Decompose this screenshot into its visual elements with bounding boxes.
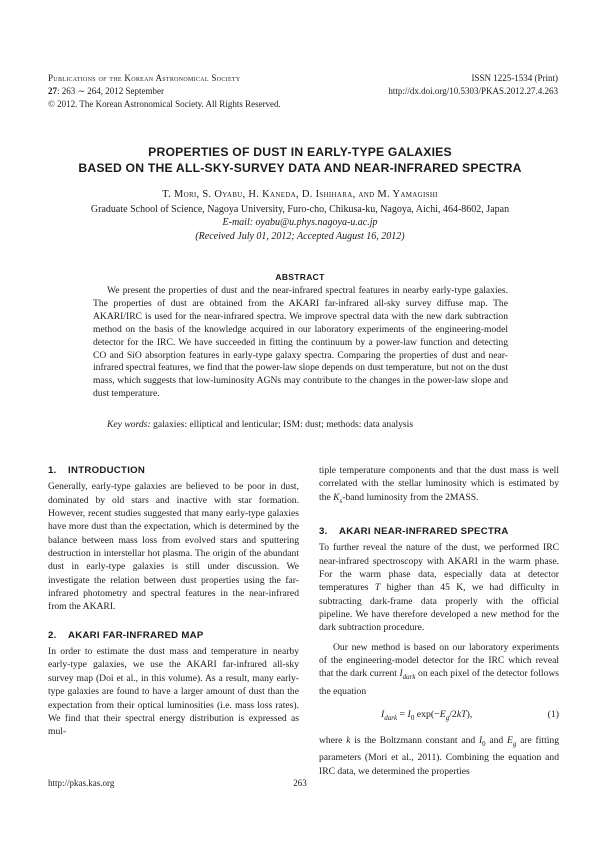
math-Eg-sub: g [512, 739, 517, 748]
eq-div: /2 [449, 708, 457, 720]
equation-number: (1) [547, 708, 559, 720]
eq-I0-sub: 0 [410, 713, 415, 722]
section-3-paragraph-2 [319, 641, 559, 698]
abstract-heading: ABSTRACT [275, 272, 325, 282]
doi-link[interactable]: http://dx.doi.org/10.5303/PKAS.2012.27.4.263 [388, 86, 558, 96]
section-2-paragraph-continued [319, 464, 559, 508]
section-3-title: AKARI NEAR-INFRARED SPECTRA [339, 525, 509, 537]
math-k: k [346, 734, 351, 746]
authors: T. Mori, S. Oyabu, H. Kaneda, D. Ishihara, and M. Yamagishi [162, 189, 438, 200]
pages-date: : 263 ∼ 264, 2012 September [57, 86, 165, 96]
paper-title-line-1: PROPERTIES OF DUST IN EARLY-TYPE GALAXIES [148, 145, 452, 159]
eq-kT: kT [456, 708, 467, 720]
text-run: Our new method is based on our laboratory experiments of the engineering-model detector for the IRC which reveal that the dark current [319, 641, 559, 680]
math-I0-sub: 0 [482, 739, 486, 748]
math-dark: dark [402, 673, 416, 682]
right-column [319, 464, 559, 778]
footer-url[interactable]: http://pkas.kas.org [48, 778, 115, 788]
text-run: are fitting parameters (Mori et al., 2011). Combining the equation and IRC data, we determined the properties [319, 734, 559, 777]
eq-lhs: I [381, 708, 385, 720]
math-Eg: E [506, 734, 513, 746]
text-run: on each pixel of the detector follows the equation [319, 668, 559, 697]
eq-close: ), [466, 708, 473, 720]
text-run: To further reveal the nature of the dust, we performed IRC near-infrared spectroscopy with AKARI in the warm phase. For the warm phase data, especially data at detector temperatures [319, 542, 559, 594]
keywords-label: Key words: [107, 419, 151, 430]
section-2-heading [48, 629, 299, 642]
eq-I0: I [407, 708, 411, 720]
eq-lhs-sub: dark [384, 713, 398, 722]
keywords-text: galaxies: elliptical and lenticular; ISM: dust; methods: data analysis [153, 419, 414, 430]
text-run: higher than 45 K, we had difficulty in subtracting dark-frame data properly with the official pipeline. We have therefore developed a new method for the dark subtraction procedure. [319, 582, 559, 634]
section-3-heading [319, 525, 559, 538]
section-2-paragraph: In order to estimate the dust mass and temperature in nearby early-type galaxies, we use the AKARI far-infrared all-sky survey map (Doi et al., in this volume). As a result, many early-type galaxies are found to have a larger amount of dust than the expectation from their optical luminosities (i.e. mass loss rates). We find that their spectral energy distribution is expressed as mul- [48, 646, 299, 738]
equation-1 [319, 708, 559, 724]
page-number: 263 [293, 778, 307, 788]
math-T: T [374, 582, 381, 594]
equation-body [381, 708, 472, 725]
volume-pages [48, 85, 281, 98]
section-1-title: INTRODUCTION [68, 465, 146, 476]
issn-block [388, 72, 558, 98]
math-I: I [399, 668, 403, 680]
paper-title-line-2: BASED ON THE ALL-SKY-SURVEY DATA AND NEAR-INFRARED SPECTRA [78, 161, 522, 175]
affiliation: Graduate School of Science, Nagoya University, Furo-cho, Chikusa-ku, Nagoya, Aichi, 464-8602, Japan [90, 204, 510, 215]
math-s: s [339, 496, 343, 505]
section-3-paragraph-1 [319, 541, 559, 634]
eq-equals: = [397, 708, 408, 720]
math-k: K [333, 491, 340, 503]
journal-name: Publications of the Korean Astronomical Society [48, 73, 241, 83]
section-1-heading [48, 464, 299, 477]
issn: ISSN 1225-1534 (Print) [471, 73, 558, 83]
text-run: and [485, 734, 507, 746]
keywords [93, 418, 513, 431]
running-header [48, 72, 281, 111]
text-run: is the Boltzmann constant and [350, 734, 479, 746]
section-1-number: 1. [48, 465, 57, 476]
section-1-paragraph: Generally, early-type galaxies are believed to be poor in dust, dominated by old stars and inactive with star formation. However, recent studies suggested that many early-type galaxies have more dust than the expectation, which is determined by the balance between mass loss from evolved stars and sputtering destruction in interstellar hot plasma. The origin of the abundant dust in early-type galaxies is still under discussion. We investigate the relation between dust properties using the far-infrared photometry and spectral features in the near-infrared from the AKARI. [48, 481, 299, 613]
abstract-text: We present the properties of dust and the near-infrared spectral features in nearby early-type galaxies. The properties of dust are obtained from the AKARI far-infrared all-sky survey diffuse map. The AKARI/IRC is used for the near-infrared spectra. We improve spectral data with the new dark subtraction method on the basis of the knowledge acquired in our laboratory experiments of the engineering-model detector for the IRC. We have succeeded in fitting the continuum by a power-law function and detecting CO and SiO absorption features in early-type galaxy spectra. Comparing the properties of dust and near-infrared spectral features, we find that the power-law slope depends on dust temperature, but not on the dust mass, which suggests that low-luminosity AGNs may contribute to the changes in the power-law slope and dust temperature. [93, 285, 508, 400]
section-2-title: AKARI FAR-INFRARED MAP [68, 629, 204, 641]
math-I0: I [478, 734, 483, 746]
email[interactable]: E-mail: oyabu@u.phys.nagoya-u.ac.jp [222, 217, 378, 228]
left-column [48, 464, 299, 739]
section-3-number: 3. [319, 525, 328, 537]
text-run: -band luminosity from the 2MASS. [342, 491, 479, 503]
copyright: © 2012. The Korean Astronomical Society. All Rights Reserved. [48, 99, 281, 109]
received-date: (Received July 01, 2012; Accepted August 16, 2012) [195, 231, 405, 242]
text-run: tiple temperature components and that the dust mass is well correlated with the stellar luminosity which is estimated by the [319, 465, 559, 503]
eq-Eg-sub: g [445, 713, 450, 722]
volume-number: 27 [48, 86, 57, 96]
text-run: where [319, 734, 347, 746]
eq-exp: exp(− [414, 708, 440, 720]
section-3-paragraph-3 [319, 734, 559, 778]
section-2-number: 2. [48, 629, 57, 641]
eq-Eg: E [439, 708, 446, 720]
